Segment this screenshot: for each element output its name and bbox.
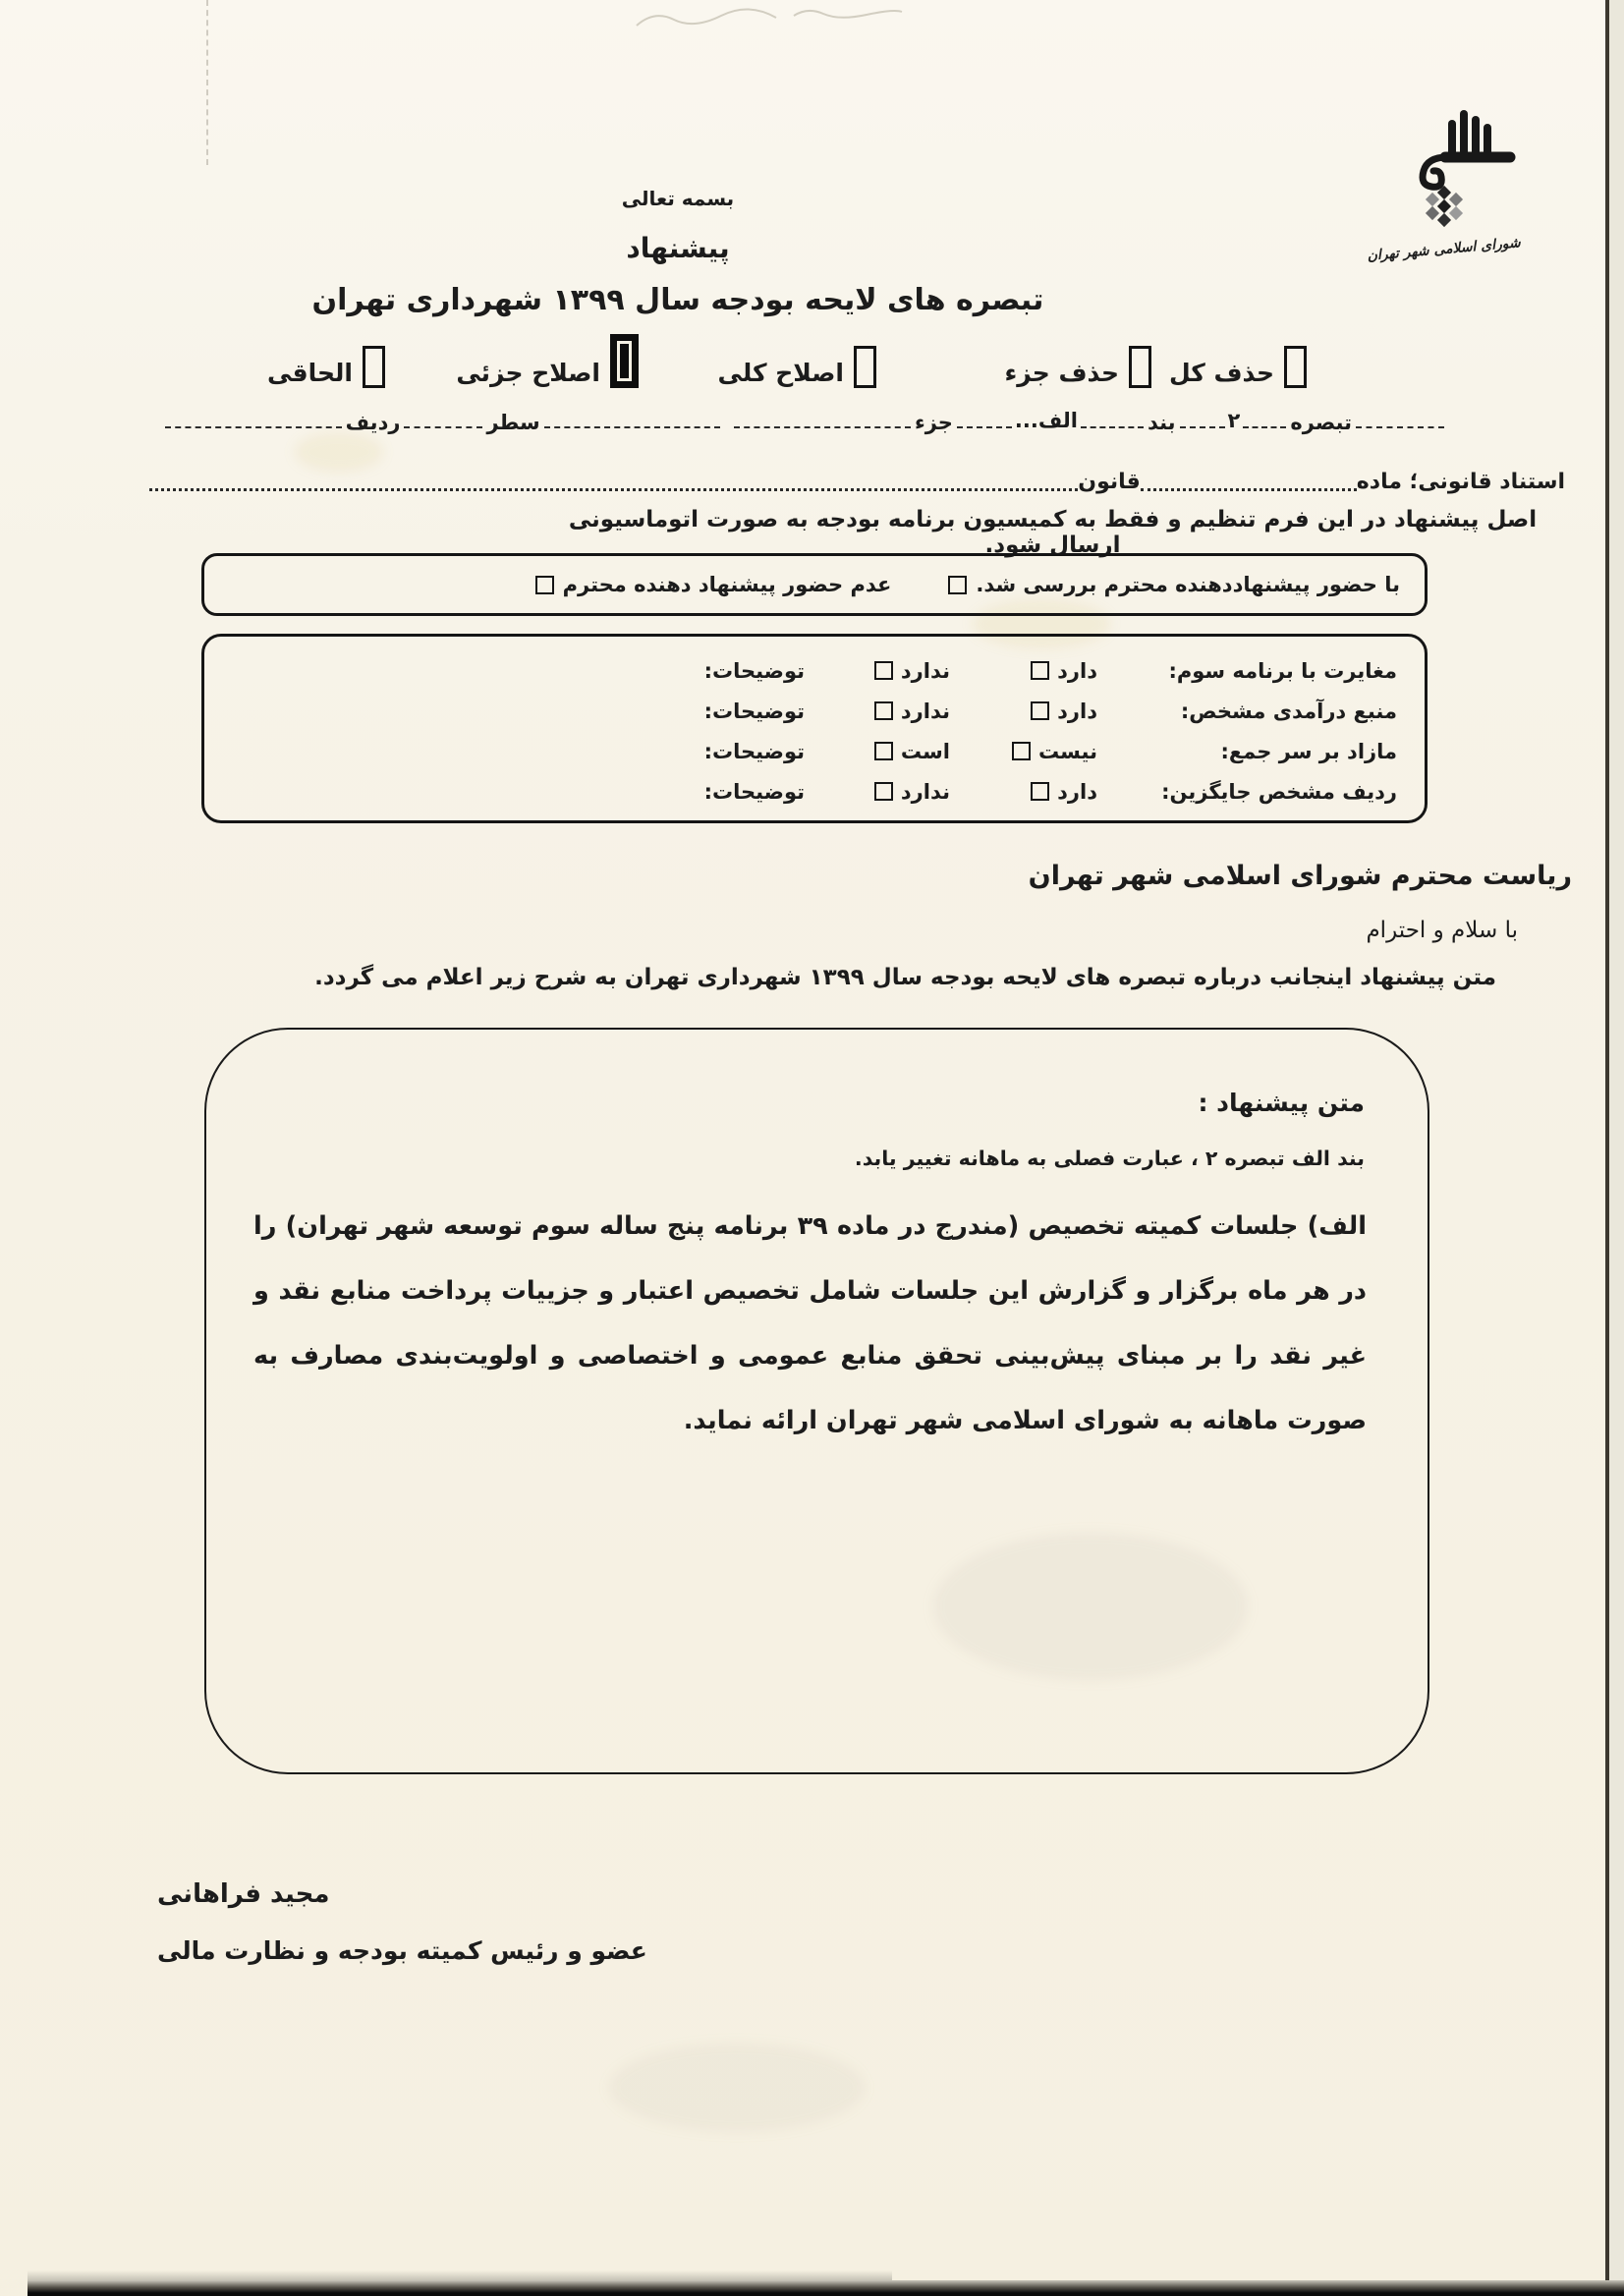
- signature-block: [157, 1875, 647, 1971]
- checkbox-has[interactable]: [1031, 782, 1049, 801]
- signer-role: عضو و رئیس کمیته بودجه و نظارت مالی: [157, 1936, 647, 1965]
- field-label-tabsereh: تبصره: [1290, 411, 1352, 434]
- letter-recipient: ریاست محترم شورای اسلامی شهر تهران: [1028, 861, 1572, 891]
- checkbox-has[interactable]: [1031, 661, 1049, 680]
- checkbox-is[interactable]: [874, 742, 893, 760]
- checkbox-has-not[interactable]: [874, 661, 893, 680]
- scan-edge-strip: [1609, 0, 1624, 2296]
- option-label: ندارد: [900, 658, 950, 683]
- option-label: دارد: [1057, 699, 1097, 723]
- absent-label: عدم حضور پیشنهاد دهنده محترم: [562, 573, 892, 596]
- council-calligraphy-icon: [1361, 106, 1533, 268]
- flower-of-diamonds: [1426, 186, 1463, 227]
- pencil-scribble: [629, 0, 953, 39]
- law-blank[interactable]: [149, 488, 1078, 491]
- review-presence-box: [201, 553, 1428, 616]
- option-label: دارد: [1057, 658, 1097, 683]
- article-blank[interactable]: [1141, 488, 1357, 491]
- proposal-clause: بند الف تبصره ۲ ، عبارت فصلی به ماهانه تغییر یابد.: [854, 1147, 1365, 1170]
- checkbox-label: الحاقی: [266, 359, 353, 387]
- checkbox-label: حذف جزء: [1004, 359, 1119, 387]
- checkbox-label: حذف کل: [1168, 359, 1274, 387]
- review-presence-options: [535, 573, 1400, 596]
- scan-bottom-fade: [28, 2270, 892, 2280]
- option-general-amendment[interactable]: [718, 337, 876, 388]
- signer-name: مجید فراهانی: [157, 1879, 330, 1909]
- checkbox-label: اصلاح جزئی: [456, 359, 600, 387]
- checkbox-delete-part[interactable]: [1129, 346, 1151, 388]
- tehran-city-council-logo: [1361, 106, 1533, 268]
- logo-caption: شورای اسلامی شهر تهران: [1367, 235, 1522, 264]
- option-delete-all[interactable]: [1169, 337, 1307, 388]
- proposal-title: متن پیشنهاد :: [1198, 1089, 1365, 1117]
- criteria-row-label: مازاد بر سر جمع:: [1220, 739, 1397, 763]
- criteria-option-no: [805, 780, 950, 804]
- checkbox-partial-amendment-checked[interactable]: [610, 334, 639, 388]
- checkbox-general-amendment[interactable]: [854, 346, 876, 388]
- field-label-band: بند: [1147, 411, 1176, 434]
- criteria-box: [201, 634, 1428, 823]
- criteria-option-yes: [950, 659, 1097, 683]
- criteria-option-yes: [950, 780, 1097, 804]
- blank-line[interactable]: [165, 426, 342, 428]
- field-value-band[interactable]: الف...: [1014, 409, 1078, 432]
- criteria-row-label: منبع درآمدی مشخص:: [1180, 699, 1397, 723]
- criteria-note-label: توضیحات:: [703, 739, 805, 763]
- blank-line[interactable]: [1356, 426, 1444, 428]
- form-field-line: [165, 398, 1444, 435]
- criteria-option-no: [805, 659, 950, 683]
- checkbox-delete-all[interactable]: [1284, 346, 1307, 388]
- checkbox-absent[interactable]: [535, 576, 554, 594]
- proposal-body: الف) جلسات کمیته تخصیص (مندرج در ماده ۳۹ برنامه پنج ساله سوم توسعه شهر تهران) را در هر ماه برگزار و گزارش این جلسات شامل تخصیص اعتبار و جزییات پرداخت منابع نقد و غیر نقد را بر مبنای پیش‌بینی تحقق منابع عمومی و اختصاصی و اولویت‌بندی مصارف به صورت ماهانه به شورای اسلامی شهر تهران ارائه نماید.: [253, 1211, 1367, 1435]
- blank-line[interactable]: [544, 426, 721, 428]
- criteria-note-label: توضیحات:: [703, 779, 805, 804]
- criteria-option-isnot: [950, 740, 1097, 763]
- criteria-note-label: توضیحات:: [703, 658, 805, 683]
- criteria-option-no: [805, 700, 950, 723]
- criteria-note-label: توضیحات:: [703, 699, 805, 723]
- option-partial-amendment[interactable]: [456, 337, 639, 388]
- blank-line[interactable]: [734, 426, 911, 428]
- option-label: دارد: [1057, 779, 1097, 804]
- option-delete-part[interactable]: [1004, 337, 1151, 388]
- checkbox-has-not[interactable]: [874, 782, 893, 801]
- option-label: است: [900, 739, 950, 763]
- criteria-option-is: [805, 740, 950, 763]
- blank-line[interactable]: [1180, 426, 1225, 428]
- field-label-radif: ردیف: [345, 411, 401, 434]
- document-header: [187, 185, 1169, 320]
- proposal-text-box: [204, 1028, 1429, 1774]
- blank-line[interactable]: [957, 426, 1012, 428]
- checkbox-has[interactable]: [1031, 701, 1049, 720]
- option-label: نیست: [1037, 739, 1097, 763]
- paper-stain: [609, 2044, 865, 2132]
- criteria-row-label: ردیف مشخص جایگزین:: [1161, 779, 1397, 804]
- present-label: با حضور پیشنهاددهنده محترم بررسی شد.: [976, 573, 1400, 596]
- option-label: ندارد: [900, 699, 950, 723]
- blank-line[interactable]: [1081, 426, 1144, 428]
- checkbox-is-not[interactable]: [1012, 742, 1031, 760]
- option-label: ندارد: [900, 779, 950, 804]
- field-label-satr: سطر: [486, 411, 540, 434]
- checkbox-label: اصلاح کلی: [717, 359, 844, 387]
- criteria-grid: [214, 650, 1397, 811]
- criteria-row-label: مغایرت با برنامه سوم:: [1168, 658, 1397, 683]
- field-label-joz: جزء: [914, 411, 953, 434]
- blank-line[interactable]: [1243, 426, 1286, 428]
- scan-bottom-bar: [28, 2280, 1624, 2296]
- checkbox-has-not[interactable]: [874, 701, 893, 720]
- option-addendum[interactable]: [267, 337, 385, 388]
- blank-line[interactable]: [404, 426, 482, 428]
- law-label: قانون: [1078, 470, 1141, 494]
- checkbox-present[interactable]: [948, 576, 967, 594]
- checkbox-addendum[interactable]: [363, 346, 385, 388]
- form-title: پیشنهاد: [626, 232, 730, 264]
- automation-note: اصل پیشنهاد در این فرم تنظیم و فقط به کمیسیون برنامه بودجه به صورت اتوماسیونی ارسال شود.: [568, 507, 1538, 558]
- page-title: تبصره های لایحه بودجه سال ۱۳۹۹ شهرداری تهران: [311, 283, 1044, 317]
- paper-fold-line: [206, 0, 208, 165]
- field-value-tabsereh[interactable]: ۲: [1227, 409, 1241, 432]
- legal-reference-line: [149, 460, 1565, 495]
- besmele-line: بسمه تعالی: [621, 187, 735, 210]
- scan-edge-line: [1605, 0, 1609, 2296]
- criteria-option-yes: [950, 700, 1097, 723]
- letter-intro: متن پیشنهاد اینجانب درباره تبصره های لایحه بودجه سال ۱۳۹۹ شهرداری تهران به شرح زیر اعلام می گردد.: [314, 965, 1496, 990]
- legal-prefix: استناد قانونی؛ ماده: [1356, 470, 1565, 494]
- letter-greeting: با سلام و احترام: [1366, 918, 1518, 943]
